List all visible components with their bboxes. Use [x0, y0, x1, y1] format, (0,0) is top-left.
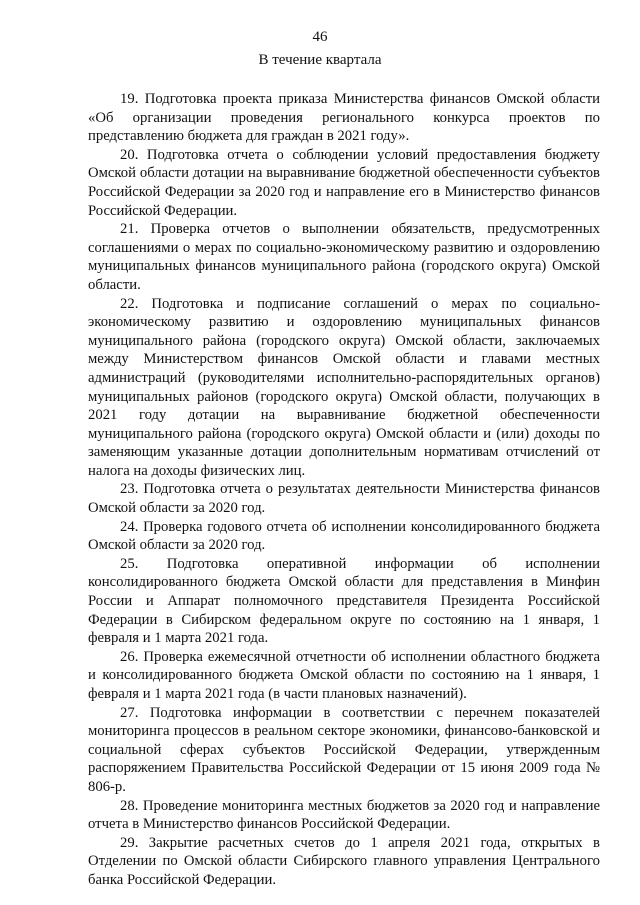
plan-item-26: 26. Проверка ежемесячной отчетности об исполнении областного бюджета и консолидированного бюджета Омской области по состоянию на 1 января, 1 февраля и 1 марта 2021 года (в части плановых назначений).: [88, 648, 600, 702]
section-heading: В течение квартала: [258, 52, 382, 68]
plan-item-24: 24. Проверка годового отчета об исполнении консолидированного бюджета Омской области за 2020 год.: [88, 518, 600, 554]
plan-item-25: 25. Подготовка оперативной информации об исполнении консолидированного бюджета Омской области для представления в Минфин России и Аппарат полномочного представителя Президента Российской Федерации в Сибирском федеральном округе по состоянию на 1 января, 1 февраля и 1 марта 2021 года.: [88, 555, 600, 647]
plan-item-28: 28. Проведение мониторинга местных бюджетов за 2020 год и направление отчета в Министерство финансов Российской Федерации.: [88, 797, 600, 833]
plan-items-list: [88, 90, 600, 890]
plan-item-21: 21. Проверка отчетов о выполнении обязательств, предусмотренных соглашениями о мерах по социально-экономическому развитию и оздоровлению муниципальных финансов муниципального района (городского округа) Омской области.: [88, 221, 600, 293]
plan-item-22: 22. Подготовка и подписание соглашений о мерах по социально-экономическому развитию и оздоровлению муниципальных финансов муниципального района (городского округа) Омской области, заключаемых между Министерством финансов Омской области и главами местных администраций (руководителями исполнительно-распорядительных органов) муниципальных районов (городского округа) Омской области, получающих в 2021 году дотации на выравнивание бюджетной обеспеченности муниципального района (городского округа) Омской области и (или) доходы по заменяющим указанные дотации дополнительным нормативам отчислений от налога на доходы физических лиц.: [88, 295, 600, 479]
plan-item-20: 20. Подготовка отчета о соблюдении условий предоставления бюджету Омской области дотации на выравнивание бюджетной обеспеченности субъектов Российской Федерации за 2020 год и направление его в Министерство финансов Российской Федерации.: [88, 146, 600, 219]
plan-item-23: 23. Подготовка отчета о результатах деятельности Министерства финансов Омской области за 2020 год.: [88, 481, 600, 517]
plan-item-27: 27. Подготовка информации в соответствии с перечнем показателей мониторинга процессов в реальном секторе экономики, финансово-банковской и социальной сферах субъектов Российской Федерации, утвержденным распоряжением Правительства Российской Федерации от 15 июня 2009 года № 806-р.: [88, 704, 600, 795]
page-number: 46: [312, 29, 328, 45]
plan-item-29: 29. Закрытие расчетных счетов до 1 апреля 2021 года, открытых в Отделении по Омской области Сибирского главного управления Центрального банка Российской Федерации.: [88, 834, 600, 888]
plan-item-19: 19. Подготовка проекта приказа Министерства финансов Омской области «Об организации проведения регионального конкурса проектов по представлению бюджета для граждан в 2021 году».: [88, 91, 600, 145]
